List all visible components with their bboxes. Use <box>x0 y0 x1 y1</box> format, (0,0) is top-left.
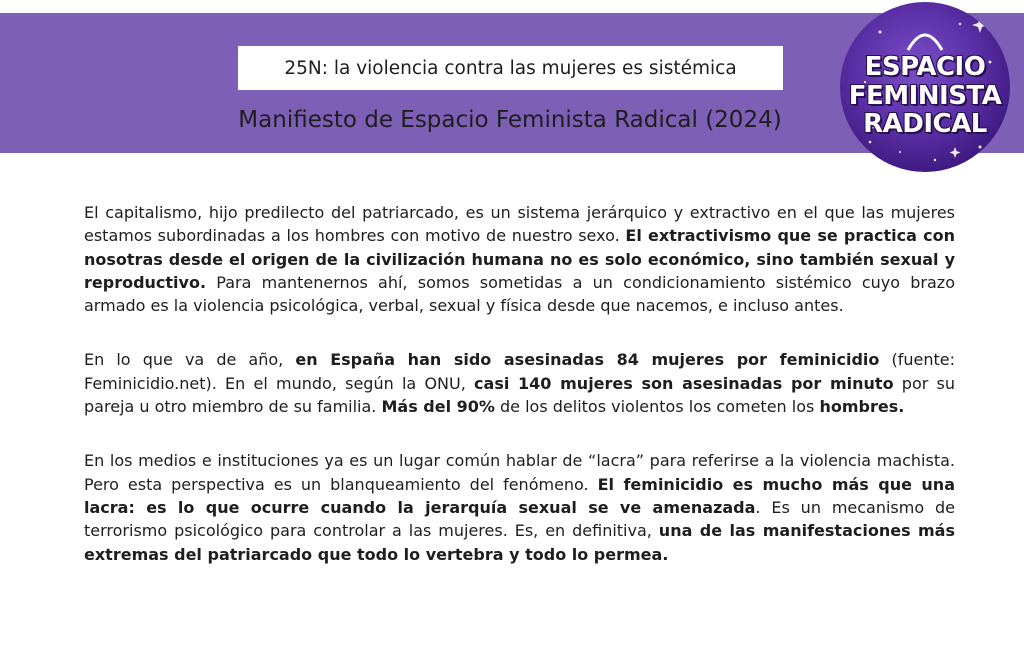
bold-segment: El feminicidio es mucho más que una lacra: es lo que ocurre cuando la jerarquía sexual se ve amenazada <box>84 474 955 517</box>
bold-segment: casi 140 mujeres son asesinadas por minuto <box>474 373 894 393</box>
text-segment: Para mantenernos ahí, somos sometidas a un condicionamiento sistémico cuyo brazo armado es la violencia psicológica, verbal, sexual y física desde que nacemos, e incluso antes. <box>84 272 955 316</box>
text-segment: En lo que va de año, <box>84 350 296 370</box>
bold-segment: hombres. <box>819 397 905 417</box>
subtitle: 25N: la violencia contra las mujeres es sistémica <box>284 57 737 79</box>
paragraph-2 <box>84 348 955 418</box>
bold-segment: una de las manifestaciones más extremas del patriarcado que todo lo vertebra y todo lo permea. <box>84 521 956 564</box>
text-segment: de los delitos violentos los cometen los <box>494 397 820 417</box>
text-segment: En los medios e instituciones ya es un lugar común hablar de “lacra” para referirse a la violencia machista. Pero esta perspectiva es un blanqueamiento del fenómeno. <box>84 451 955 494</box>
logo <box>840 2 1010 172</box>
bold-segment: El extractivismo que se practica con nosotras desde el origen de la civilización humana no es solo económico, sino también sexual y reproductivo. <box>84 226 956 292</box>
article-body <box>84 201 955 597</box>
text-segment: (fuente: Feminicidio.net). En el mundo, según la ONU, <box>84 350 956 393</box>
text-segment: . Es un mecanismo de terrorismo psicológico para controlar a las mujeres. Es, en definitiva, <box>84 497 956 541</box>
page-title: Manifiesto de Espacio Feminista Radical (2024) <box>238 107 782 133</box>
bold-segment: en España han sido asesinadas 84 mujeres por feminicidio <box>295 350 880 370</box>
logo-line-3: RADICAL <box>863 109 987 139</box>
bold-segment: Más del 90% <box>381 397 495 417</box>
paragraph-3 <box>84 449 955 565</box>
text-segment: por su pareja u otro miembro de su familia. <box>84 373 956 417</box>
subtitle-box <box>238 46 783 90</box>
logo-line-1: ESPACIO <box>864 52 986 82</box>
text-segment: El capitalismo, hijo predilecto del patriarcado, es un sistema jerárquico y extractivo en el que las mujeres estamos subordinadas a los hombres con motivo de nuestro sexo. <box>84 203 955 246</box>
paragraph-1 <box>84 201 955 317</box>
logo-line-2: FEMINISTA <box>848 81 1002 111</box>
